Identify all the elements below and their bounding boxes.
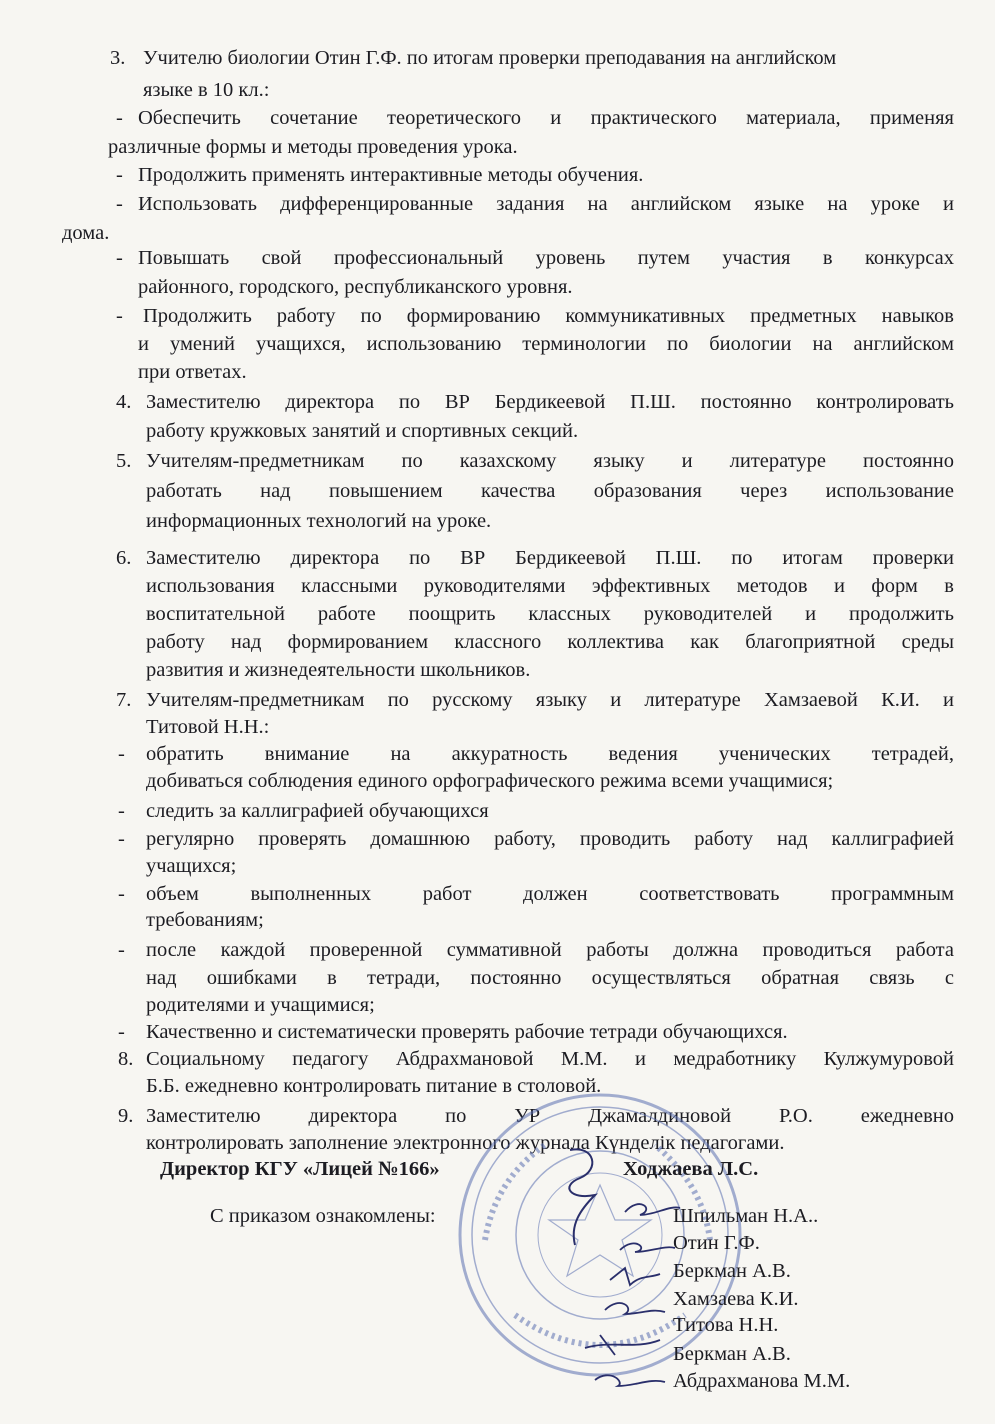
sub-item-text: при ответах.: [138, 361, 247, 383]
dash-marker: -: [116, 247, 123, 269]
sub-item-text: и умений учащихся, использованию терминологии по биологии на английском: [138, 333, 954, 355]
sub-item-text: обратить внимание на аккуратность ведения ученических тетрадей,: [146, 743, 954, 765]
sub-item-text: Продолжить применять интерактивные методы обучения.: [138, 164, 644, 186]
director-name: Ходжаева Л.С.: [623, 1158, 759, 1180]
item-text: работу кружковых занятий и спортивных секций.: [146, 420, 579, 442]
sub-item-text: после каждой проверенной суммативной работы должна проводиться работа: [146, 939, 954, 961]
item-number: 8.: [118, 1048, 134, 1070]
dash-marker: -: [116, 305, 123, 327]
dash-marker: -: [116, 107, 123, 129]
dash-marker: -: [118, 828, 125, 850]
director-position: Директор КГУ «Лицей №166»: [160, 1158, 440, 1180]
item-text: языке в 10 кл.:: [143, 79, 270, 101]
acquainted-label: С приказом ознакомлены:: [210, 1205, 436, 1227]
acquainted-name: Беркман А.В.: [673, 1260, 791, 1282]
item-text: Заместителю директора по УР Джамалдиновой Р.О. ежедневно: [146, 1105, 954, 1127]
sub-item-text: регулярно проверять домашнюю работу, проводить работу над каллиграфией: [146, 828, 954, 850]
dash-marker: -: [118, 743, 125, 765]
sub-item-text: Использовать дифференцированные задания на английском языке на уроке и: [138, 193, 954, 215]
item-text: развития и жизнедеятельности школьников.: [146, 659, 531, 681]
sub-item-text: Повышать свой профессиональный уровень путем участия в конкурсах: [138, 247, 954, 269]
dash-marker: -: [118, 1021, 125, 1043]
item-number: 4.: [116, 391, 132, 413]
sub-item-text: требованиям;: [146, 909, 264, 931]
item-text: Учителям-предметникам по казахскому языку и литературе постоянно: [146, 450, 954, 472]
item-number: 7.: [116, 689, 132, 711]
item-number: 9.: [118, 1105, 134, 1127]
sub-item-text: объем выполненных работ должен соответствовать программным: [146, 883, 954, 905]
item-text: воспитательной работе поощрить классных руководителей и продолжить: [146, 603, 954, 625]
sub-item-text: районного, городского, республиканского уровня.: [138, 276, 573, 298]
sub-item-text: дома.: [62, 222, 110, 244]
dash-marker: -: [116, 164, 123, 186]
sub-item-text: Качественно и систематически проверять рабочие тетради обучающихся.: [146, 1021, 788, 1043]
item-text: Б.Б. ежедневно контролировать питание в столовой.: [146, 1075, 602, 1097]
acquainted-name: Абдрахманова М.М.: [673, 1370, 851, 1392]
acquainted-name: Хамзаева К.И.: [673, 1288, 799, 1310]
sub-item-text: учащихся;: [146, 855, 237, 877]
item-text: контролировать заполнение электронного журнала Күнделік педагогами.: [146, 1132, 785, 1154]
sub-item-text: следить за каллиграфией обучающихся: [146, 800, 489, 822]
item-number: 3.: [110, 47, 126, 69]
item-text: Учителям-предметникам по русскому языку и литературе Хамзаевой К.И. и: [146, 689, 954, 711]
item-text: Заместителю директора по ВР Бердикеевой П.Ш. по итогам проверки: [146, 547, 954, 569]
acquainted-name: Отин Г.Ф.: [673, 1232, 760, 1254]
item-number: 5.: [116, 450, 132, 472]
item-text: работать над повышением качества образования через использование: [146, 480, 954, 502]
sub-item-text: добиваться соблюдения единого орфографического режима всеми учащимися;: [146, 770, 834, 792]
acquainted-name: Беркман А.В.: [673, 1343, 791, 1365]
item-text: Титовой Н.Н.:: [146, 716, 270, 738]
sub-item-text: над ошибками в тетради, постоянно осуществляться обратная связь с: [146, 967, 954, 989]
sub-item-text: различные формы и методы проведения урока.: [108, 136, 518, 158]
item-text: работу над формированием классного коллектива как благоприятной среды: [146, 631, 954, 653]
item-text: Социальному педагогу Абдрахмановой М.М. и медработнику Кулжумуровой: [146, 1048, 954, 1070]
item-text: Учителю биологии Отин Г.Ф. по итогам проверки преподавания на английском: [143, 47, 837, 69]
sub-item-text: родителями и учащимися;: [146, 994, 375, 1016]
sub-item-text: Продолжить работу по формированию коммуникативных предметных навыков: [143, 305, 954, 327]
dash-marker: -: [118, 800, 125, 822]
sub-item-text: Обеспечить сочетание теоретического и практического материала, применяя: [138, 107, 954, 129]
item-text: Заместителю директора по ВР Бердикеевой П.Ш. постоянно контролировать: [146, 391, 954, 413]
dash-marker: -: [118, 939, 125, 961]
item-text: использования классными руководителями эффективных методов и форм в: [146, 575, 954, 597]
item-number: 6.: [116, 547, 132, 569]
item-text: информационных технологий на уроке.: [146, 510, 492, 532]
acquainted-name: Титова Н.Н.: [673, 1314, 779, 1336]
dash-marker: -: [118, 883, 125, 905]
dash-marker: -: [116, 193, 123, 215]
acquainted-name: Шпильман Н.А..: [673, 1205, 819, 1227]
